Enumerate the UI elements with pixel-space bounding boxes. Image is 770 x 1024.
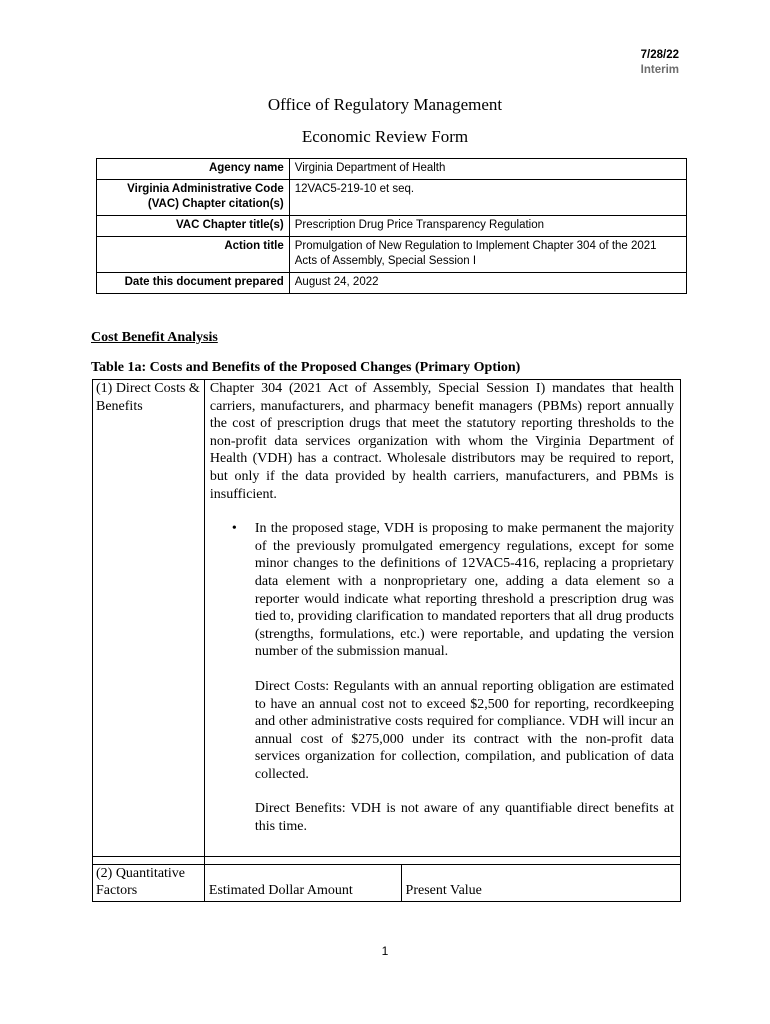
info-value: Prescription Drug Price Transparency Regulation: [289, 216, 686, 237]
direct-costs-paragraph: Direct Costs: Regulants with an annual reporting obligation are estimated to have an annual cost not to exceed $2,500 for reporting, recordkeeping and other administrative costs required for compliance. VDH will incur an annual cost of $275,000 under its contract with the non-profit data services organization for collection, compilation, and publication of data collected.: [254, 678, 674, 782]
page-number: 1: [381, 944, 389, 958]
cba-spacer-row: [93, 856, 681, 864]
info-value: August 24, 2022: [289, 273, 686, 294]
info-label: Action title: [97, 237, 290, 273]
section-heading: Cost Benefit Analysis: [91, 330, 218, 345]
info-row-action-title: [97, 237, 687, 273]
intro-paragraph: Chapter 304 (2021 Act of Assembly, Special Session I) mandates that health carriers, manufacturers, and pharmacy benefit managers (PBMs) report annually the cost of prescription drugs that meet the statutory reporting thresholds to the non-profit data services organization with whom the Virginia Department of Health (VDH) has a contract. Wholesale distributors may be required to report, but only if the data provided by health carriers, manufacturers, and PBMs is insufficient.: [209, 381, 674, 502]
info-row-citation: [97, 180, 687, 216]
info-value: Promulgation of New Regulation to Implement Chapter 304 of the 2021 Acts of Assembly, Special Session I: [289, 237, 686, 273]
form-title: Economic Review Form: [301, 127, 469, 146]
col-estimated-dollar: Estimated Dollar Amount: [204, 864, 401, 901]
row-label-direct: (1) Direct Costs & Benefits: [93, 380, 205, 857]
info-value: 12VAC5-219-10 et seq.: [289, 180, 686, 216]
cost-benefit-table: [92, 379, 681, 902]
info-label: Agency name: [97, 159, 290, 180]
table-caption: Table 1a: Costs and Benefits of the Proposed Changes (Primary Option): [91, 360, 521, 375]
bullet-text: In the proposed stage, VDH is proposing to make permanent the majority of the previously promulgated emergency regulations, except for some minor changes to the definitions of 12VAC5-416, replacing a proprietary data element with a nonproprietary one, adding a data element so a reporter would indicate what reporting threshold a prescription drug was tied to, providing clarification to mandated reporters that all drug products (strengths, formulations, etc.) were reportable, and updating the version number of the submission manual.: [254, 521, 674, 660]
info-label: Date this document prepared: [97, 273, 290, 294]
info-row-chapter-title: [97, 216, 687, 237]
info-row-agency: [97, 159, 687, 180]
cba-row-direct: [93, 380, 681, 857]
bullet-item: [210, 520, 674, 836]
direct-costs-content: [204, 380, 680, 857]
document-header: [641, 48, 679, 78]
header-date: 7/28/22: [640, 49, 679, 61]
info-value: Virginia Department of Health: [289, 159, 686, 180]
header-status: Interim: [640, 64, 679, 76]
col-present-value: Present Value: [401, 864, 680, 901]
info-label: VAC Chapter title(s): [97, 216, 290, 237]
agency-info-table: [96, 158, 687, 294]
info-row-date-prepared: [97, 273, 687, 294]
direct-benefits-paragraph: Direct Benefits: VDH is not aware of any quantifiable direct benefits at this time.: [254, 801, 674, 835]
row-label-quantitative: (2) Quantitative Factors: [93, 864, 205, 901]
info-label: Virginia Administrative Code (VAC) Chapter citation(s): [97, 180, 290, 216]
office-title: Office of Regulatory Management: [267, 95, 503, 114]
cba-row-quantitative: [93, 864, 681, 901]
bullet-symbol: •: [231, 521, 237, 537]
